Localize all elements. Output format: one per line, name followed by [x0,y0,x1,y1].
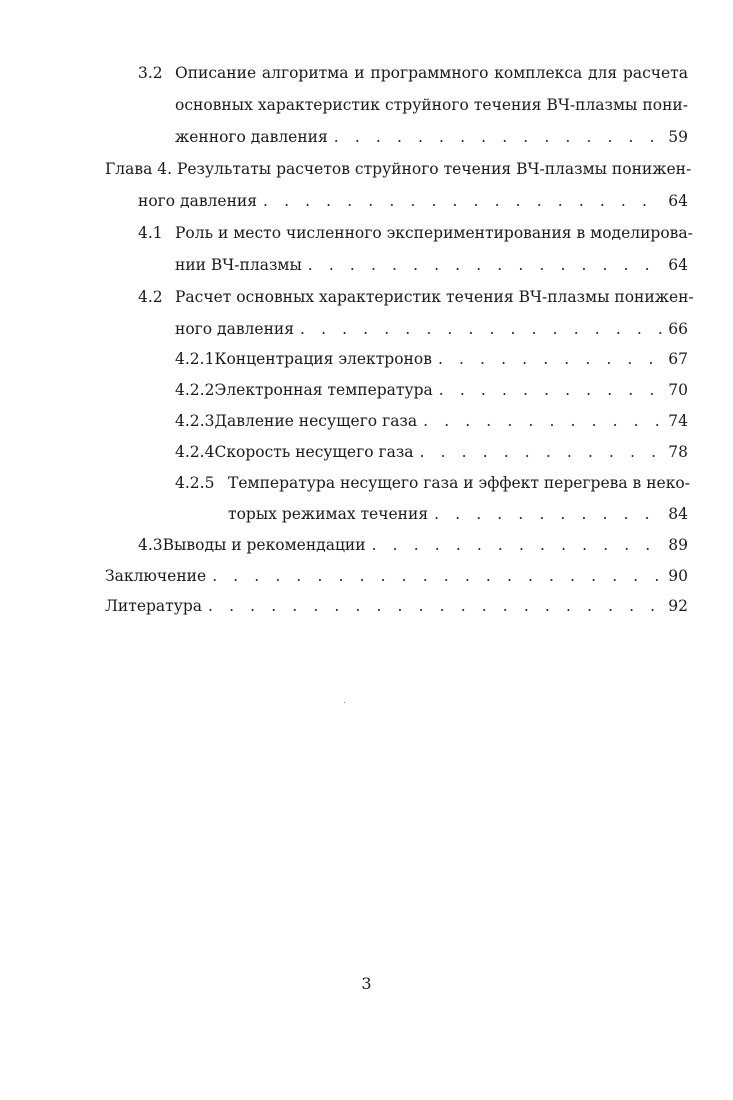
toc-title: основных характеристик струйного течения ВЧ-плазмы пони- [175,96,688,114]
toc-entry-4-2-2[interactable] [175,381,688,405]
toc-title: Роль и место численного экспериментирования в моделирова- [175,224,693,242]
scan-speck [344,702,345,703]
toc-title: Выводы и рекомендации [162,536,366,554]
dot-leader [439,381,662,399]
toc-entry-4-1-line2[interactable] [175,256,688,280]
toc-page-number: 84 [668,505,688,523]
toc-entry-4-2-5-line2[interactable] [228,505,688,529]
toc-title: Температура несущего газа и эффект перегрева в неко- [228,474,690,492]
dot-leader [212,567,662,585]
toc-entry-conclusion[interactable] [105,567,688,591]
toc-title: Давление несущего газа [214,412,418,430]
toc-title: Концентрация электронов [214,350,432,368]
dot-leader [300,320,662,338]
toc-entry-chapter-4-line2[interactable] [138,192,688,216]
toc-title: Скорость несущего газа [214,443,414,461]
toc-number: 4.2.4 [175,443,215,461]
toc-number: 4.2.3 [175,412,215,430]
dot-leader [423,412,662,430]
toc-entry-4-2-4[interactable] [175,443,688,467]
toc-number: 4.2.5 [175,474,215,492]
toc-title: женного давления [175,128,328,146]
toc-number: 4.3 [138,536,163,554]
toc-page-number: 78 [668,443,688,461]
toc-page-number: 66 [668,320,688,338]
toc-entry-3-2-line1 [138,64,688,88]
toc-title: Литература [105,597,203,615]
toc-number: 4.2 [138,288,163,306]
toc-page-number: 70 [668,381,688,399]
toc-entry-3-2-line3[interactable] [175,128,688,152]
toc-number: 4.2.2 [175,381,215,399]
dot-leader [208,597,662,615]
toc-number: 4.1 [138,224,163,242]
toc-page-number: 92 [668,597,688,615]
toc-page-number: 67 [668,350,688,368]
toc-entry-4-1-line1 [138,224,693,248]
toc-number: 3.2 [138,64,163,82]
dot-leader [434,505,662,523]
toc-entry-4-2-line2[interactable] [175,320,688,344]
toc-title: ного давления [175,320,295,338]
dot-leader [308,256,662,274]
toc-entry-4-2-1[interactable] [175,350,688,374]
toc-entry-4-3[interactable] [138,536,688,560]
toc-entry-chapter-4-line1 [105,160,692,184]
toc-entry-literature[interactable] [105,597,688,621]
toc-entry-4-2-line1 [138,288,694,312]
toc-title: Описание алгоритма и программного комплекса для расчета [175,64,688,82]
toc-page-number: 64 [668,192,688,210]
dot-leader [372,536,663,554]
toc-title: торых режимах течения [228,505,429,523]
toc-title: нии ВЧ-плазмы [175,256,302,274]
page-number: 3 [361,974,372,993]
toc-page-number: 74 [668,412,688,430]
toc-entry-3-2-line2 [175,96,688,120]
toc-title: ного давления [138,192,258,210]
toc-title: Расчет основных характеристик течения ВЧ-плазмы понижен- [175,288,694,306]
dot-leader [334,128,662,146]
toc-number: 4.2.1 [175,350,215,368]
toc-title: Глава 4. Результаты расчетов струйного течения ВЧ-плазмы понижен- [105,160,692,178]
toc-page-number: 59 [668,128,688,146]
toc-page-number: 64 [668,256,688,274]
dot-leader [438,350,662,368]
dot-leader [263,192,662,210]
toc-entry-4-2-3[interactable] [175,412,688,436]
toc-title: Заключение [105,567,207,585]
toc-title: Электронная температура [214,381,433,399]
dot-leader [420,443,663,461]
toc-entry-4-2-5-line1 [175,474,688,498]
toc-page-number: 89 [668,536,688,554]
toc-page-number: 90 [668,567,688,585]
